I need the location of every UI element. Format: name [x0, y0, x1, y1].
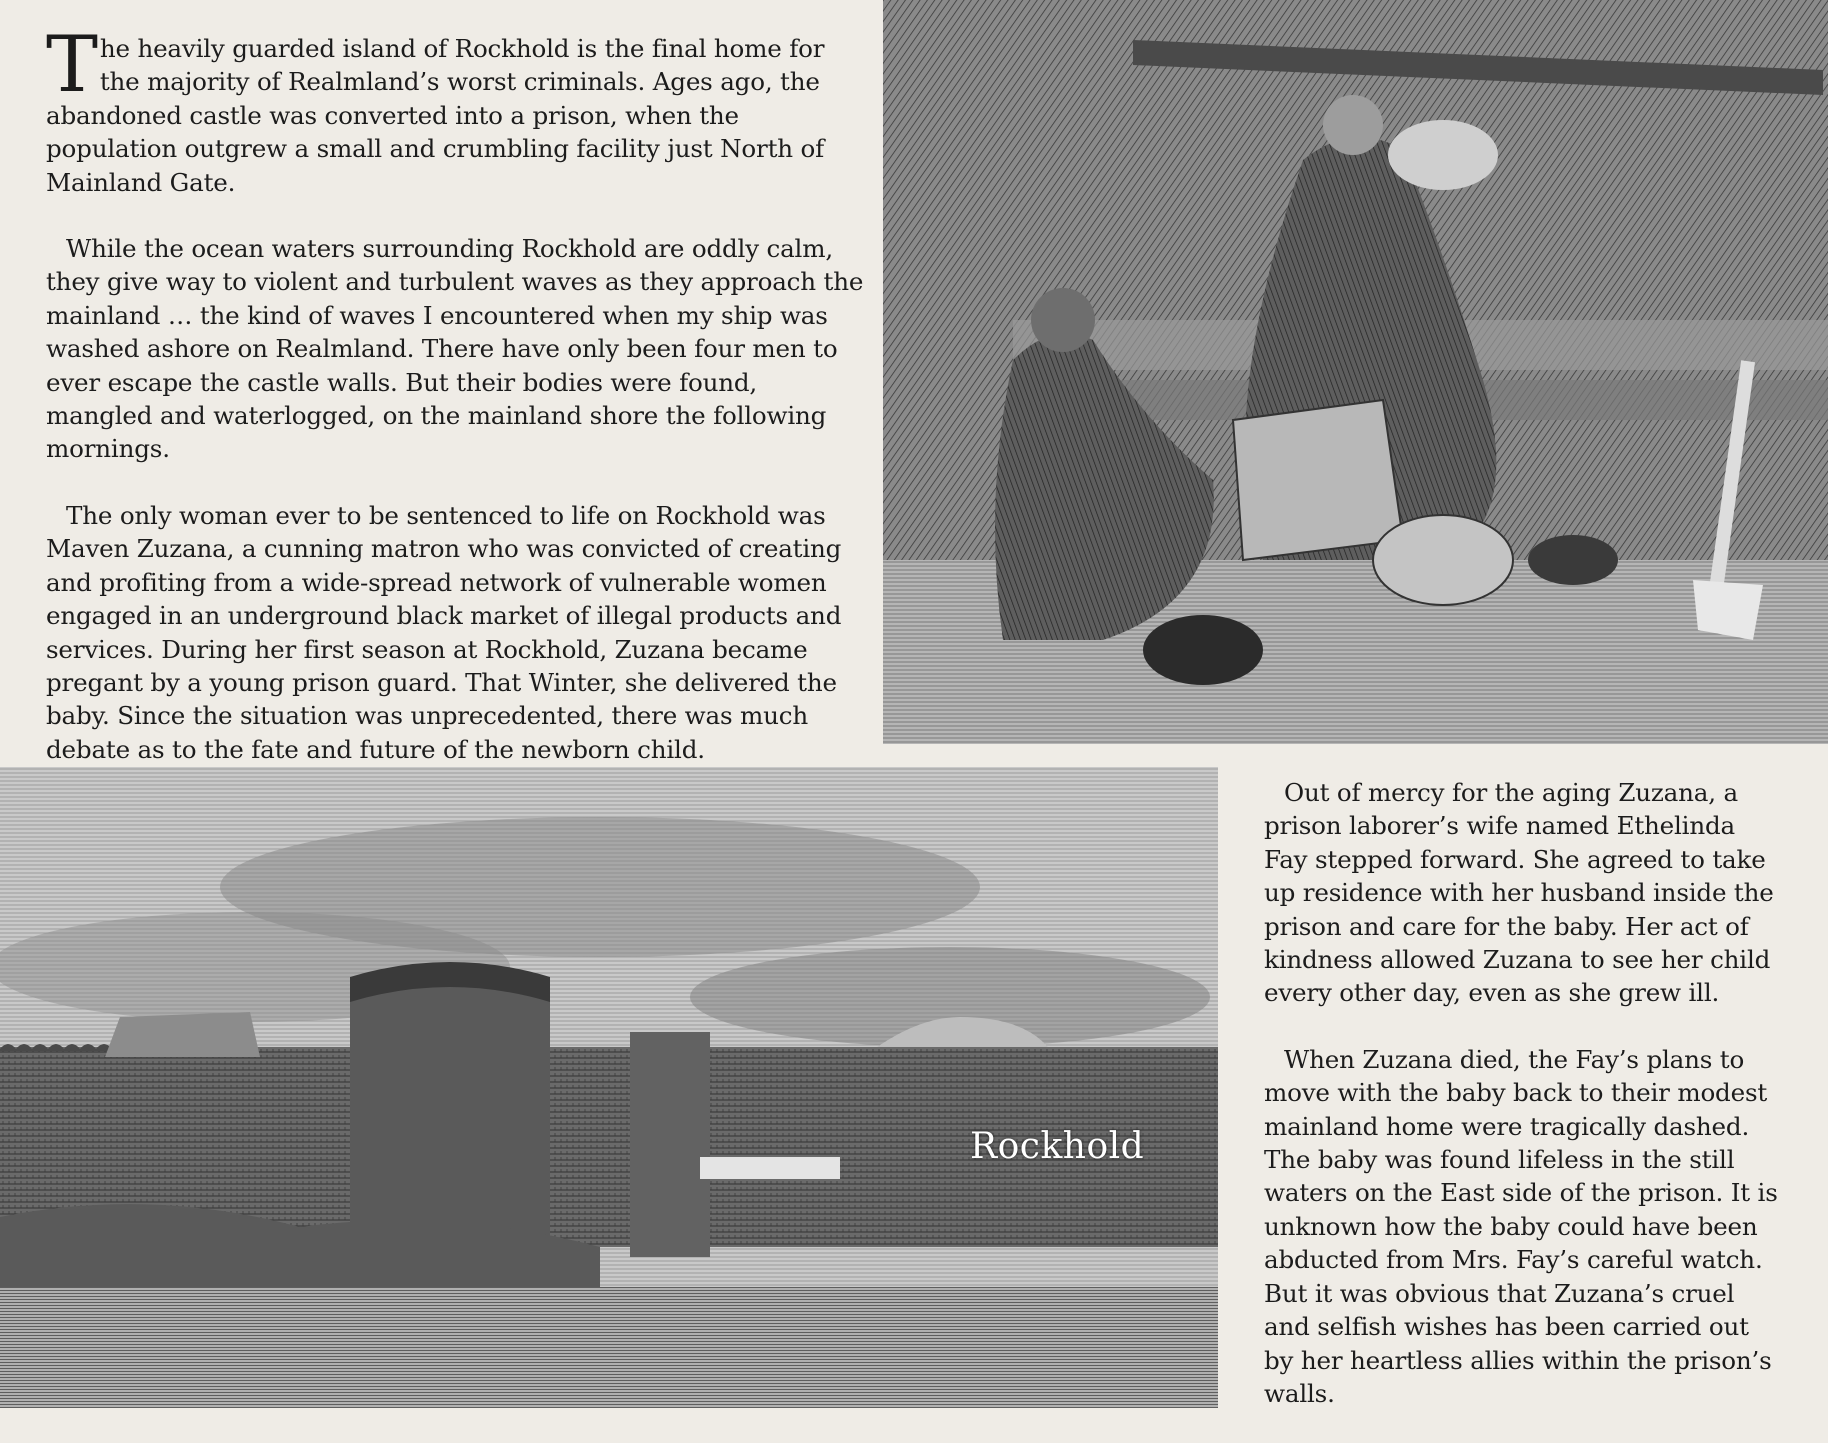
top-article-text [46, 20, 866, 799]
paragraph-1-body: he heavily guarded island of Rockhold is the final home for the majority of Realmland’s worst criminals. Ages ago, the abandoned castle was converted into a prison, when the population outgrew a small and crumbling facility just North of Mainland Gate. [46, 34, 825, 197]
paragraph-1 [46, 20, 866, 199]
paragraph-3: The only woman ever to be sentenced to life on Rockhold was Maven Zuzana, a cunning matron who was convicted of creating and profiting from a wide-spread network of vulnerable women engaged in an underground black market of illegal products and services. During her first season at Rockhold, Zuzana became pregant by a young prison guard. That Winter, she delivered the baby. Since the situation was unprecedented, there was much debate as to the fate and future of the newborn child. [46, 500, 842, 764]
engraving-interior-scene [883, 0, 1828, 744]
paragraph-2: While the ocean waters surrounding Rockhold are oddly calm, they give way to violent and turbulent waves as they approach the mainland … the kind of waves I encountered when my ship was washed ashore on Realmland. There have only been four men to ever escape the castle walls. But their bodies were found, mangled and waterlogged, on the mainland shore the following mornings. [46, 234, 864, 464]
drop-cap: T [46, 20, 98, 110]
paragraph-4: Out of mercy for the aging Zuzana, a prison laborer’s wife named Ethelinda Fay stepped forward. She agreed to take up residence with her husband inside the prison and care for the baby. Her act of kindness allowed Zuzana to see her child every other day, even as she grew ill. [1264, 778, 1774, 1008]
paragraph-5: When Zuzana died, the Fay’s plans to move with the baby back to their modest mainland home were tragically dashed. The baby was found lifeless in the still waters on the East side of the prison. It is unknown how the baby could have been abducted from Mrs. Fay’s careful watch. But it was obvious that Zuzana’s cruel and selfish wishes has been carried out by her heartless allies within the prison’s walls. [1264, 1044, 1778, 1408]
bottom-article-text [1264, 776, 1784, 1443]
engraving-rockhold-fortress [0, 767, 1218, 1408]
fortress-caption: Rockhold [970, 1126, 1145, 1167]
